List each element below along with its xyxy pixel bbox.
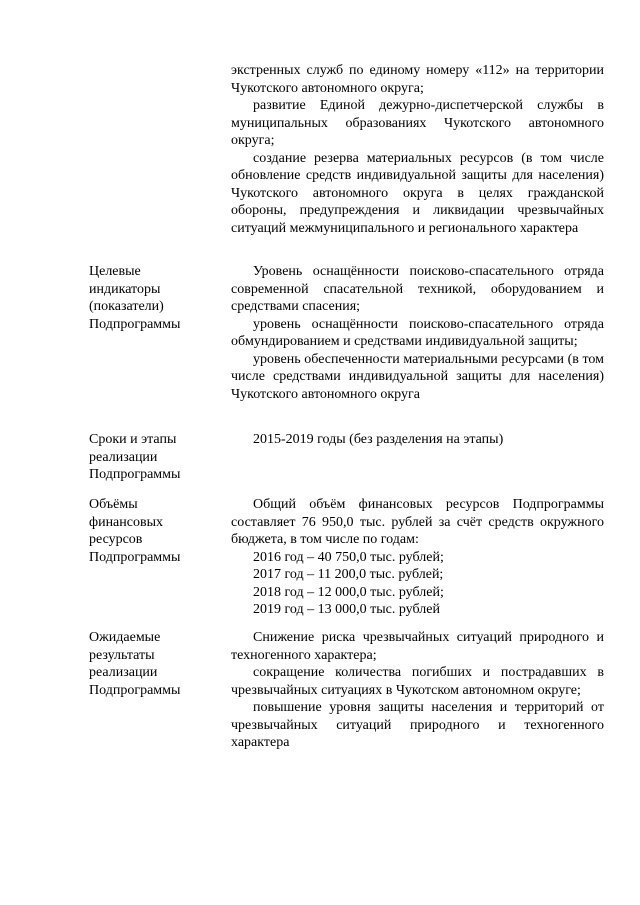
paragraph: уровень оснащённости поисково-спасательного отряда обмундированием и средствами индивидуальной защиты; [231, 316, 604, 349]
funding-year-line: 2019 год – 13 000,0 тыс. рублей [253, 602, 440, 617]
label-line: Сроки и этапы [89, 432, 177, 447]
funding-label [89, 496, 217, 566]
paragraph: развитие Единой дежурно-диспетчерской службы в муниципальных образованиях Чукотского автономного округа; [231, 98, 604, 148]
paragraph: Снижение риска чрезвычайных ситуаций природного и техногенного характера; [231, 630, 604, 663]
funding-year-line: 2018 год – 12 000,0 тыс. рублей; [253, 584, 444, 600]
paragraph: повышение уровня защиты населения и территорий от чрезвычайных ситуаций природного и техногенного характера [231, 700, 604, 750]
paragraph: экстренных служб по единому номеру «112» на территории Чукотского автономного округа; [231, 63, 604, 96]
label-line: Подпрограммы [89, 316, 181, 332]
label-line: индикаторы [89, 281, 161, 297]
continuation-content [231, 62, 604, 237]
paragraph: Уровень оснащённости поисково-спасательного отряда современной спасательной техникой, оборудованием и средствами спасения; [231, 264, 604, 314]
label-line: Подпрограммы [89, 549, 181, 565]
label-line: Целевые [89, 264, 141, 279]
label-line: финансовых [89, 514, 163, 530]
targets-content [231, 263, 604, 403]
paragraph: Общий объём финансовых ресурсов Подпрограммы составляет 76 950,0 тыс. рублей за счёт средств окружного бюджета, в том числе по годам: [231, 497, 604, 547]
label-line: реализации [89, 665, 158, 680]
label-line: Объёмы [89, 497, 138, 512]
label-line: Ожидаемые [89, 630, 161, 645]
funding-content [231, 496, 604, 619]
terms-content [231, 431, 604, 449]
label-line: результаты [89, 647, 155, 663]
paragraph: уровень обеспеченности материальными ресурсами (в том числе средствами индивидуальной защиты для населения) Чукотского автономного округа [231, 351, 604, 402]
funding-year-line: 2017 год – 11 200,0 тыс. рублей; [253, 567, 444, 582]
label-line: ресурсов [89, 532, 143, 547]
terms-label [89, 431, 217, 484]
label-line: (показатели) [89, 299, 164, 314]
paragraph: сокращение количества погибших и пострадавших в чрезвычайных ситуациях в Чукотском автономном округе; [231, 665, 604, 698]
label-line: реализации [89, 449, 158, 465]
results-content [231, 629, 604, 752]
targets-label [89, 263, 217, 333]
paragraph: 2015-2019 годы (без разделения на этапы) [253, 432, 504, 447]
funding-year-line: 2016 год – 40 750,0 тыс. рублей; [253, 549, 444, 565]
label-line: Подпрограммы [89, 467, 181, 482]
paragraph: создание резерва материальных ресурсов (в том числе обновление средств индивидуальной защиты для населения) Чукотского автономного округа в целях гражданской обороны, предупреждения и ликвидации чрезвычайных ситуаций межмуниципального и регионального характера [231, 150, 604, 236]
results-label [89, 629, 217, 699]
label-line: Подпрограммы [89, 682, 181, 698]
